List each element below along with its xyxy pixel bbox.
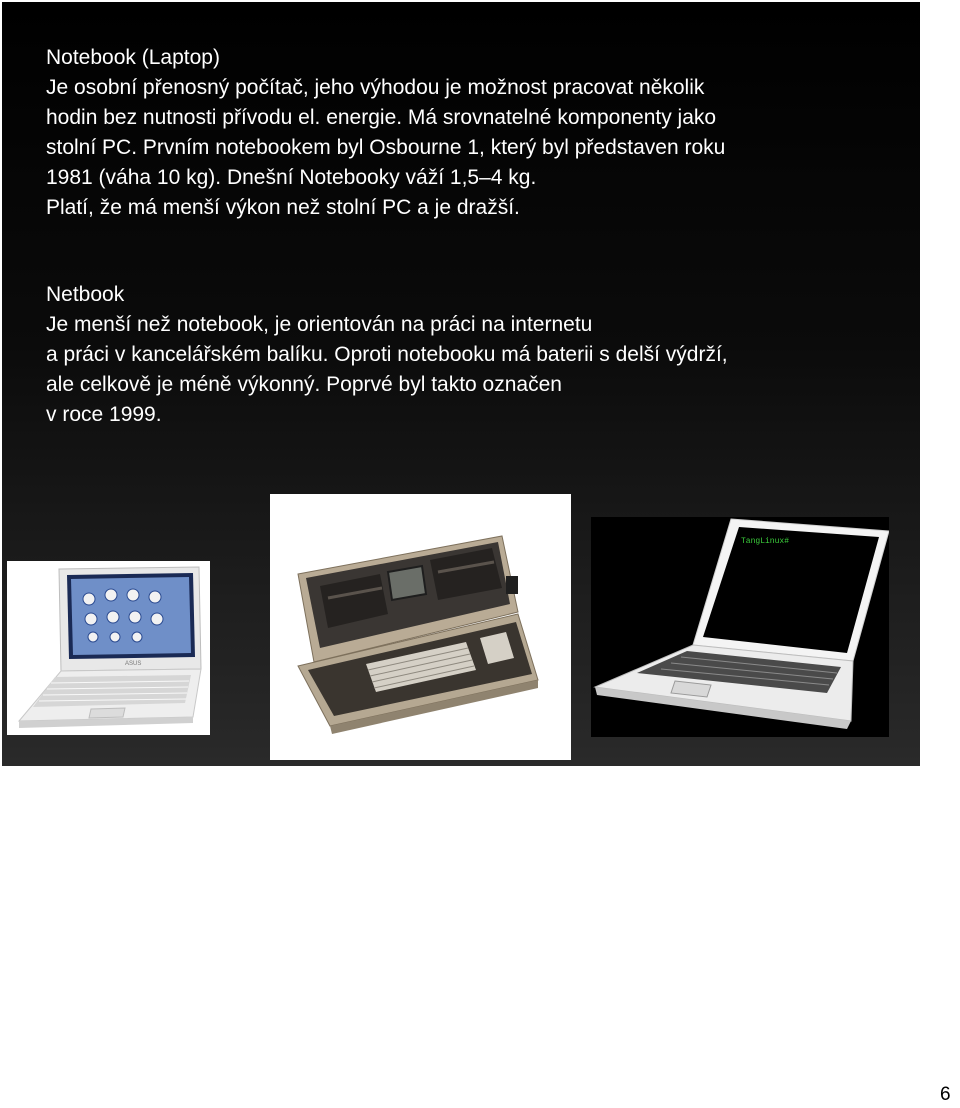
notebook-line: Platí, že má menší výkon než stolní PC a je dražší. [46, 196, 520, 219]
netbook-line: ale celkově je méně výkonný. Poprvé byl takto označen [46, 373, 562, 396]
netbook-line: v roce 1999. [46, 403, 162, 426]
notebook-line: Je osobní přenosný počítač, jeho výhodou je možnost pracovat několik [46, 76, 705, 99]
netbook-photo [7, 561, 210, 735]
osborne-photo [270, 494, 571, 760]
notebook-line: stolní PC. Prvním notebookem byl Osbourne 1, který byl představen roku [46, 136, 726, 159]
netbook-section [46, 280, 728, 430]
notebook-line: 1981 (váha 10 kg). Dnešní Notebooky váží 1,5–4 kg. [46, 166, 537, 189]
netbook-line: a práci v kancelářském balíku. Oproti notebooku má baterii s delší výdrží, [46, 343, 728, 366]
notebook-section [46, 43, 725, 223]
notebook-line: hodin bez nutnosti přívodu el. energie. Má srovnatelné komponenty jako [46, 106, 717, 129]
laptop-screen-text: TangLinux# [741, 537, 790, 546]
netbook-brand: ASUS [125, 661, 142, 667]
netbook-title: Netbook [46, 283, 125, 306]
laptop-drawing [591, 517, 889, 737]
netbook-line: Je menší než notebook, je orientován na práci na internetu [46, 313, 593, 336]
page-number: 6 [940, 1084, 951, 1105]
notebook-title: Notebook (Laptop) [46, 46, 220, 69]
